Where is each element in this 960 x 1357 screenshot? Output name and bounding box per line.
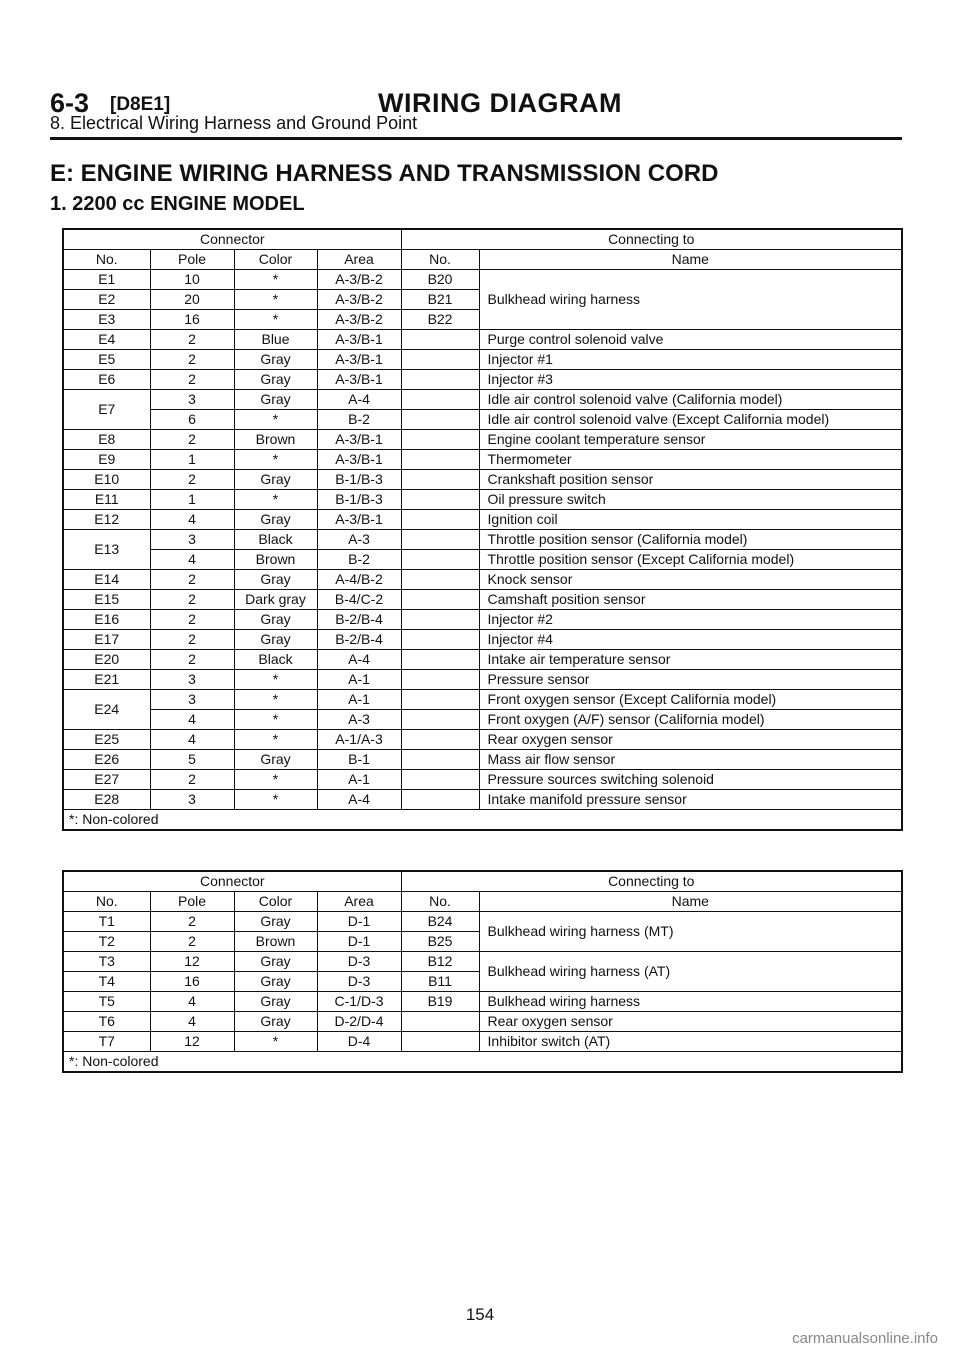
col-connecting-no: No. [401,892,479,912]
area-cell: A-3/B-1 [317,510,401,530]
area-cell: A-1 [317,670,401,690]
pole-cell: 2 [150,590,234,610]
connector-no: E9 [63,450,150,470]
color-cell: * [234,710,317,730]
section-code: [D8E1] [110,94,171,115]
connecting-no-cell [401,690,479,710]
area-cell: A-3/B-2 [317,310,401,330]
table-note: *: Non-colored [63,810,902,831]
color-cell: Gray [234,972,317,992]
connecting-name-cell: Intake manifold pressure sensor [479,790,902,810]
area-cell: A-4/B-2 [317,570,401,590]
connector-no: E11 [63,490,150,510]
connector-no: T7 [63,1032,150,1052]
connector-no: E2 [63,290,150,310]
color-cell: Brown [234,550,317,570]
connecting-name-cell: Injector #1 [479,350,902,370]
connector-no: T3 [63,952,150,972]
connecting-no-cell [401,610,479,630]
area-cell: A-3/B-1 [317,350,401,370]
area-cell: A-3/B-1 [317,370,401,390]
pole-cell: 2 [150,932,234,952]
connecting-name-cell: Ignition coil [479,510,902,530]
color-cell: * [234,270,317,290]
connecting-name-cell: Purge control solenoid valve [479,330,902,350]
table-row [63,430,902,450]
pole-cell: 4 [150,550,234,570]
area-cell: B-2 [317,410,401,430]
area-cell: A-3 [317,530,401,550]
connecting-no-cell [401,1032,479,1052]
table-column-header [63,250,902,270]
pole-cell: 4 [150,730,234,750]
table-row [63,610,902,630]
area-cell: B-1/B-3 [317,490,401,510]
connector-no: E28 [63,790,150,810]
connecting-no-cell [401,470,479,490]
connecting-name-cell: Pressure sensor [479,670,902,690]
pole-cell: 3 [150,530,234,550]
table-row [63,650,902,670]
pole-cell: 4 [150,710,234,730]
connector-no: E17 [63,630,150,650]
connecting-no-cell [401,1012,479,1032]
color-cell: * [234,450,317,470]
col-area: Area [317,250,401,270]
color-cell: Gray [234,912,317,932]
section-title: WIRING DIAGRAM [378,88,622,118]
color-cell: * [234,690,317,710]
table-note-row [63,1052,902,1073]
color-cell: Gray [234,610,317,630]
connecting-no-cell: B24 [401,912,479,932]
connecting-no-cell [401,330,479,350]
table-row [63,390,902,410]
table-row [63,410,902,430]
connecting-name-cell: Intake air temperature sensor [479,650,902,670]
table-row [63,992,902,1012]
connecting-to-header: Connecting to [401,229,902,250]
connecting-no-cell [401,490,479,510]
connector-no: T2 [63,932,150,952]
pole-cell: 2 [150,630,234,650]
area-cell: A-3 [317,710,401,730]
area-cell: D-1 [317,912,401,932]
color-cell: Gray [234,1012,317,1032]
area-cell: A-4 [317,650,401,670]
connector-no: E21 [63,670,150,690]
pole-cell: 3 [150,690,234,710]
col-pole: Pole [150,250,234,270]
table-column-header [63,892,902,912]
pole-cell: 12 [150,952,234,972]
pole-cell: 4 [150,992,234,1012]
connector-no: E25 [63,730,150,750]
watermark: carmanualsonline.info [792,1330,938,1347]
connecting-name-cell: Throttle position sensor (California model) [479,530,902,550]
table-row [63,270,902,290]
connector-no: T5 [63,992,150,1012]
connecting-no-cell [401,730,479,750]
connecting-no-cell: B20 [401,270,479,290]
connecting-name-cell: Bulkhead wiring harness [479,992,902,1012]
pole-cell: 2 [150,912,234,932]
pole-cell: 3 [150,790,234,810]
connecting-name-cell: Crankshaft position sensor [479,470,902,490]
connector-no: E4 [63,330,150,350]
connector-no: E5 [63,350,150,370]
table-row [63,630,902,650]
connecting-no-cell [401,790,479,810]
connecting-name-cell: Front oxygen (A/F) sensor (California model) [479,710,902,730]
table-row [63,770,902,790]
color-cell: Black [234,530,317,550]
color-cell: Gray [234,390,317,410]
color-cell: Gray [234,370,317,390]
pole-cell: 2 [150,770,234,790]
connector-no: E7 [63,390,150,430]
color-cell: Gray [234,952,317,972]
area-cell: A-3/B-1 [317,430,401,450]
connector-no: E20 [63,650,150,670]
table-row [63,1012,902,1032]
connector-no: E24 [63,690,150,730]
connecting-no-cell: B19 [401,992,479,1012]
area-cell: B-1 [317,750,401,770]
connecting-no-cell [401,630,479,650]
color-cell: * [234,290,317,310]
pole-cell: 3 [150,670,234,690]
page-subheading: 1. 2200 cc ENGINE MODEL [50,193,305,215]
pole-cell: 12 [150,1032,234,1052]
col-connecting-no: No. [401,250,479,270]
color-cell: * [234,310,317,330]
color-cell: Gray [234,350,317,370]
pole-cell: 2 [150,430,234,450]
col-no: No. [63,892,150,912]
connecting-no-cell [401,710,479,730]
page-number: 154 [465,1305,495,1324]
connecting-name-cell: Oil pressure switch [479,490,902,510]
pole-cell: 16 [150,972,234,992]
connecting-no-cell: B11 [401,972,479,992]
pole-cell: 2 [150,570,234,590]
color-cell: Brown [234,932,317,952]
connector-header: Connector [63,229,401,250]
table-row [63,330,902,350]
connecting-no-cell: B25 [401,932,479,952]
area-cell: A-4 [317,790,401,810]
table-row [63,1032,902,1052]
connecting-no-cell [401,430,479,450]
table-row [63,710,902,730]
connecting-name-cell: Injector #3 [479,370,902,390]
connector-no: E27 [63,770,150,790]
table-group-header [63,229,902,250]
page-heading: E: ENGINE WIRING HARNESS AND TRANSMISSION CORD [50,160,719,187]
connecting-name-cell: Bulkhead wiring harness [479,270,902,330]
connecting-no-cell [401,450,479,470]
connector-no: E16 [63,610,150,630]
table-row [63,590,902,610]
connecting-name-cell: Injector #4 [479,630,902,650]
col-pole: Pole [150,892,234,912]
connecting-no-cell: B22 [401,310,479,330]
connector-no: E26 [63,750,150,770]
connecting-no-cell [401,510,479,530]
area-cell: A-4 [317,390,401,410]
pole-cell: 20 [150,290,234,310]
connector-no: E14 [63,570,150,590]
table-note-row [63,810,902,831]
pole-cell: 1 [150,490,234,510]
connecting-name-cell: Bulkhead wiring harness (MT) [479,912,902,952]
area-cell: B-2/B-4 [317,630,401,650]
area-cell: D-4 [317,1032,401,1052]
connector-no: T1 [63,912,150,932]
connecting-name-cell: Knock sensor [479,570,902,590]
pole-cell: 6 [150,410,234,430]
area-cell: A-3/B-2 [317,290,401,310]
col-name: Name [479,250,902,270]
pole-cell: 3 [150,390,234,410]
connecting-no-cell [401,770,479,790]
connector-no: T6 [63,1012,150,1032]
connector-no: E3 [63,310,150,330]
area-cell: B-1/B-3 [317,470,401,490]
table-row [63,350,902,370]
connecting-name-cell: Engine coolant temperature sensor [479,430,902,450]
connector-no: T4 [63,972,150,992]
color-cell: Dark gray [234,590,317,610]
connecting-no-cell [401,650,479,670]
connecting-no-cell [401,370,479,390]
table-row [63,670,902,690]
table-row [63,690,902,710]
color-cell: * [234,410,317,430]
area-cell: D-1 [317,932,401,952]
table-row [63,750,902,770]
pole-cell: 2 [150,650,234,670]
color-cell: * [234,730,317,750]
transmission-connector-table [62,870,903,1073]
col-area: Area [317,892,401,912]
area-cell: B-4/C-2 [317,590,401,610]
table-row [63,570,902,590]
connecting-no-cell [401,410,479,430]
pole-cell: 4 [150,1012,234,1032]
color-cell: Brown [234,430,317,450]
color-cell: * [234,670,317,690]
connecting-name-cell: Rear oxygen sensor [479,1012,902,1032]
color-cell: Gray [234,470,317,490]
connecting-name-cell: Camshaft position sensor [479,590,902,610]
connecting-no-cell: B12 [401,952,479,972]
connecting-no-cell [401,390,479,410]
color-cell: Gray [234,570,317,590]
connecting-to-header: Connecting to [401,871,902,892]
section-number: 6-3 [50,88,90,118]
page-header [50,86,902,136]
connecting-name-cell: Mass air flow sensor [479,750,902,770]
pole-cell: 4 [150,510,234,530]
table-row [63,530,902,550]
table-row [63,790,902,810]
connecting-name-cell: Thermometer [479,450,902,470]
connecting-no-cell [401,530,479,550]
pole-cell: 1 [150,450,234,470]
pole-cell: 2 [150,370,234,390]
connecting-name-cell: Pressure sources switching solenoid [479,770,902,790]
connecting-no-cell [401,570,479,590]
color-cell: Gray [234,992,317,1012]
area-cell: D-2/D-4 [317,1012,401,1032]
connector-no: E8 [63,430,150,450]
header-rule [50,137,902,140]
connecting-name-cell: Rear oxygen sensor [479,730,902,750]
area-cell: A-1 [317,770,401,790]
table-group-header [63,871,902,892]
connector-no: E1 [63,270,150,290]
table-note: *: Non-colored [63,1052,902,1073]
color-cell: Gray [234,510,317,530]
color-cell: * [234,770,317,790]
table-row [63,952,902,972]
area-cell: D-3 [317,972,401,992]
table-row [63,450,902,470]
connecting-name-cell: Bulkhead wiring harness (AT) [479,952,902,992]
connecting-no-cell [401,550,479,570]
connecting-no-cell [401,670,479,690]
table-row [63,730,902,750]
connector-no: E15 [63,590,150,610]
connecting-name-cell: Inhibitor switch (AT) [479,1032,902,1052]
pole-cell: 2 [150,610,234,630]
color-cell: Blue [234,330,317,350]
connector-no: E6 [63,370,150,390]
connecting-name-cell: Injector #2 [479,610,902,630]
connecting-name-cell: Front oxygen sensor (Except California model) [479,690,902,710]
connecting-name-cell: Idle air control solenoid valve (California model) [479,390,902,410]
engine-connector-table [62,228,903,831]
table-row [63,510,902,530]
area-cell: B-2 [317,550,401,570]
area-cell: D-3 [317,952,401,972]
area-cell: B-2/B-4 [317,610,401,630]
color-cell: * [234,490,317,510]
pole-cell: 10 [150,270,234,290]
area-cell: C-1/D-3 [317,992,401,1012]
connector-no: E13 [63,530,150,570]
col-no: No. [63,250,150,270]
connecting-no-cell [401,350,479,370]
color-cell: * [234,790,317,810]
connecting-name-cell: Throttle position sensor (Except California model) [479,550,902,570]
table-row [63,470,902,490]
section-subtitle: 8. Electrical Wiring Harness and Ground Point [50,113,418,133]
connector-no: E12 [63,510,150,530]
area-cell: A-3/B-1 [317,450,401,470]
area-cell: A-3/B-2 [317,270,401,290]
pole-cell: 2 [150,470,234,490]
connector-header: Connector [63,871,401,892]
color-cell: Gray [234,750,317,770]
connector-no: E10 [63,470,150,490]
pole-cell: 16 [150,310,234,330]
connecting-no-cell [401,750,479,770]
connecting-no-cell [401,590,479,610]
table-row [63,490,902,510]
color-cell: Gray [234,630,317,650]
area-cell: A-1/A-3 [317,730,401,750]
pole-cell: 2 [150,330,234,350]
pole-cell: 5 [150,750,234,770]
color-cell: * [234,1032,317,1052]
col-color: Color [234,892,317,912]
connecting-name-cell: Idle air control solenoid valve (Except California model) [479,410,902,430]
col-name: Name [479,892,902,912]
color-cell: Black [234,650,317,670]
table-row [63,370,902,390]
pole-cell: 2 [150,350,234,370]
connecting-no-cell: B21 [401,290,479,310]
table-row [63,550,902,570]
area-cell: A-1 [317,690,401,710]
area-cell: A-3/B-1 [317,330,401,350]
col-color: Color [234,250,317,270]
table-row [63,912,902,932]
